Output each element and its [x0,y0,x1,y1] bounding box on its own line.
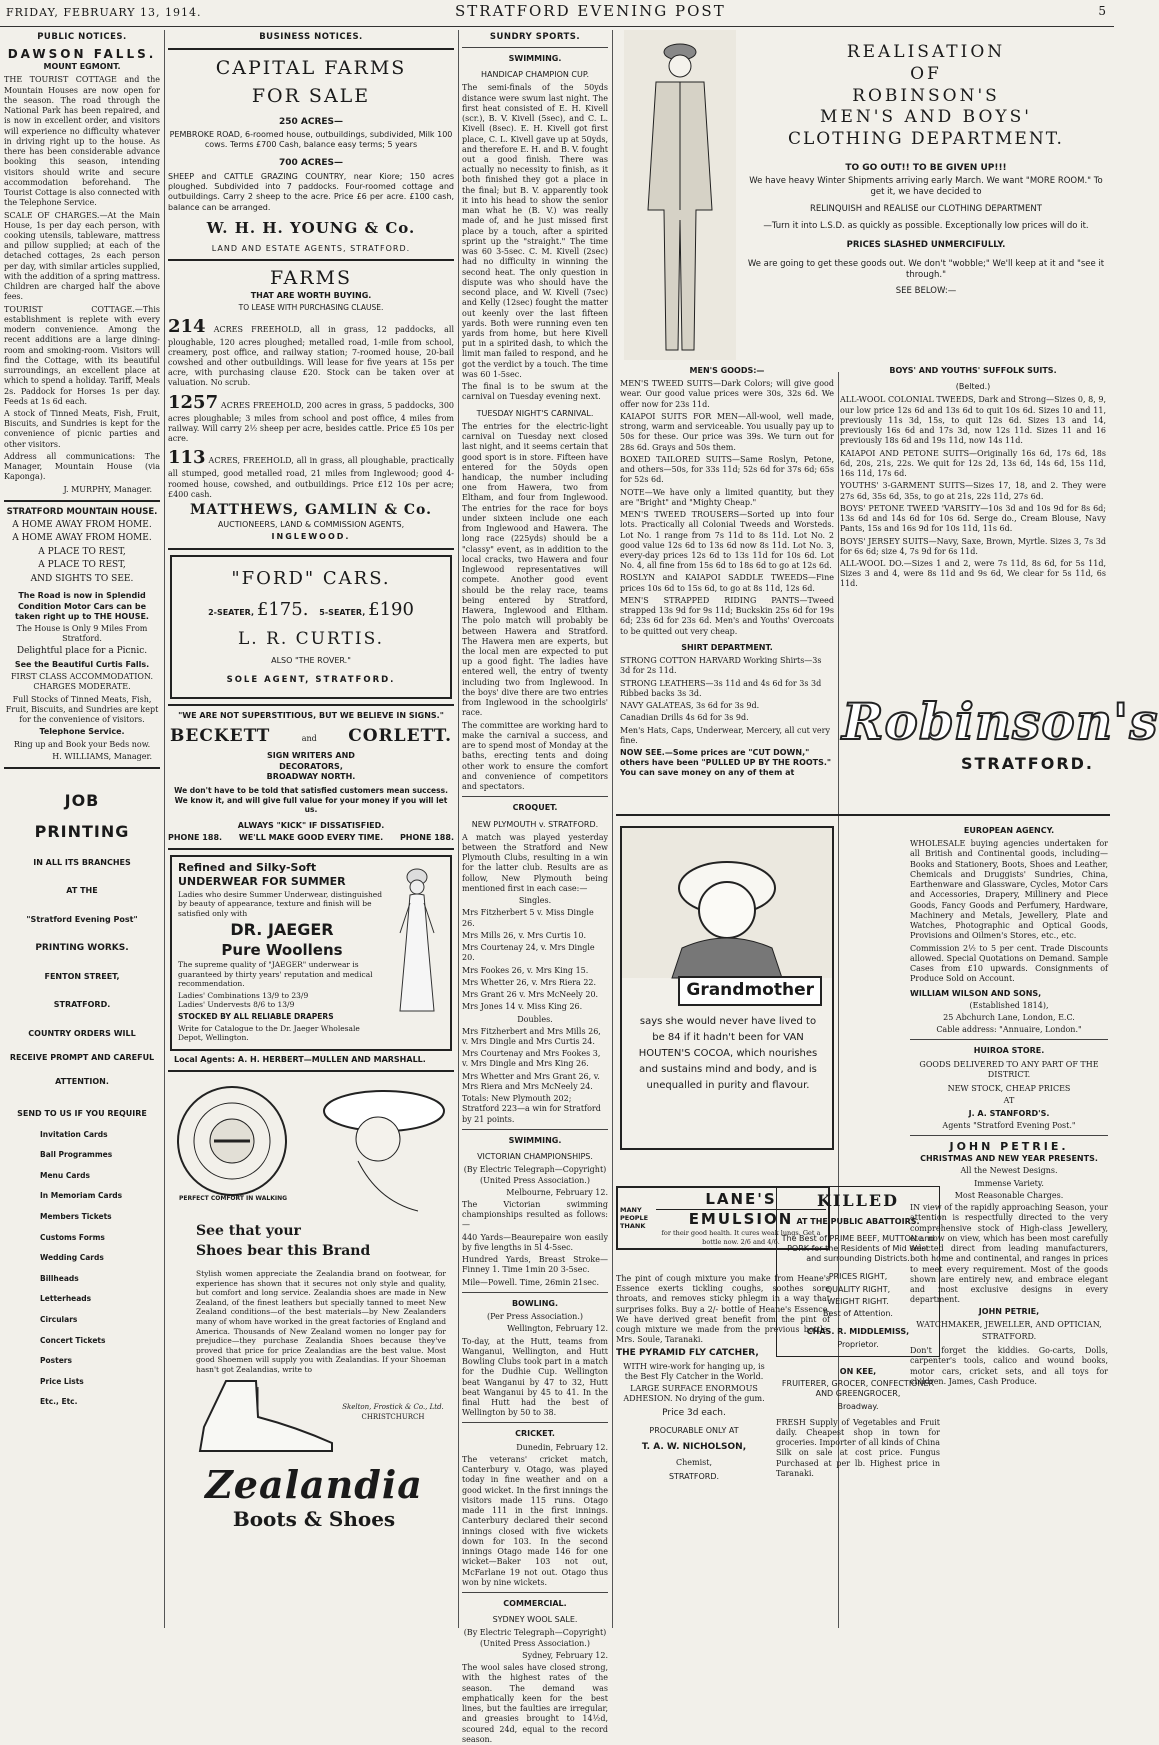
ad-line: Write for Catalogue to the Dr. Jaeger Wholesale Depot, Wellington. [178,1023,360,1043]
section-heading: BUSINESS NOTICES. [259,32,363,42]
zealandia-logo-subtitle: Boots & Shoes [232,1506,396,1531]
beckett-corlett-ad [168,711,454,843]
man-in-suit-illustration [624,30,736,360]
list-heading: SHIRT DEPARTMENT. [681,642,773,652]
firm-name: BECKETT [170,725,271,746]
dealer-name: L. R. CURTIS. [237,628,385,649]
notice-paragraph: TOURIST COTTAGE.—This establishment is replete with every modern convenience. Among the recent additions are a large dining-room and smoking-room. Visitors will find the Cottage, with its beautiful surroundings, an excellent place at which to spend a holiday. Tariff, Meals 2s. Paddock for Horses 1s per day. Feeds at 1s 6d each. [4,304,160,406]
ad-title: FARMS [269,267,353,290]
notice-line: A HOME AWAY FROM HOME. [12,533,152,544]
notice-paragraph: A stock of Tinned Meats, Fish, Fruit, Biscuits, and Sundries is kept for the convenience of picnic parties and other visitors. [4,408,160,449]
results-heading: Singles. [518,896,552,906]
ad-line: SIGN WRITERS AND [267,751,355,761]
ad-title: OF [910,63,942,84]
result-line: Mrs Grant 26 v. Mrs McNeely 20. [462,990,599,1000]
brand-name: Pure Woollens [221,940,343,959]
list-item: Price Lists [40,1376,84,1386]
list-item: Etc., Etc. [40,1397,78,1407]
list-item: MEN'S TWEED TROUSERS—Sorted up into four lots. Practically all Colonial Tweeds and Worsteds. Lot No. 1 range from 7s 11d to 8s 11d. Lot No. 2 good value 12s 6d to 13s 6d now 8s 11d. Lot No. 3, every-day prices 12s 6d to 13s 11d for 10s 6d. Lot No. 4, all fine from 15s 6d to 18s 6d to go at 12s 6d. [620,510,834,571]
divider [168,259,454,261]
ad-line: ALSO "THE ROVER." [271,656,351,666]
article-heading: COMMERCIAL. [503,1598,567,1608]
ad-title: FOR SALE [251,85,371,108]
column-business-notices [168,30,454,1628]
ad-headline: Grandmother [678,976,822,1006]
firm-name: J. A. STANFORD'S. [968,1108,1050,1118]
list-item: KAIAPOI AND PETONE SUITS—Originally 16s 6d, 17s 6d, 18s 6d, 20s, 21s, 22s. We quit for 12s 2d, 13s 6d, 14s 6d, 15s 11d, 16s 11d, 17s 6d. [840,448,1106,479]
ad-line: SOLE AGENT, STRATFORD. [226,674,396,685]
notice-line: Delightful place for a Picnic. [16,646,148,657]
list-item: NAVY GALATEAS, 3s 6d for 3s 9d. [620,701,760,711]
ad-line: We have heavy Winter Shipments arriving early March. We want "MORE ROOM." To get it, we have decided to [749,176,1103,198]
notice-signature: H. WILLIAMS, Manager. [52,751,152,761]
article-dateline: Sydney, February 12. [522,1650,608,1660]
article-paragraph: Mile—Powell. Time, 26min 21sec. [462,1277,600,1287]
ad-title: PRINTING [34,821,130,841]
article-subheading: VICTORIAN CHAMPIONSHIPS. [477,1152,593,1162]
ad-line: "WE ARE NOT SUPERSTITIOUS, BUT WE BELIEVE IN SIGNS." [178,711,444,721]
firm-name: WILLIAM WILSON AND SONS, [910,988,1042,998]
realisation-heading [744,42,1108,299]
article-paragraph: The Victorian swimming championships resulted as follows:— [462,1200,608,1230]
brand-name: DR. JAEGER [230,920,334,940]
ad-line: SEE BELOW:— [895,286,957,297]
local-agents: Local Agents: A. H. HERBERT—MULLEN AND MARSHALL. [174,1054,426,1064]
mens-goods-list [620,360,834,781]
ad-line: STRATFORD. [668,1471,720,1481]
ad-paragraph: The Best of PRIME BEEF, MUTTON and PORK for the Residents of Mid West and surrounding Districts. [781,1233,935,1264]
firm-name: W. H. H. YOUNG & Co. [206,218,416,237]
list-item: BOYS' JERSEY SUITS—Navy, Saxe, Brown, Myrtle. Sizes 3, 7s 3d for 6s 6d; size 4, 7s 9d for 6s 11d. [840,536,1106,556]
list-item: Menu Cards [40,1170,90,1180]
lady-portrait-illustration [318,1081,450,1213]
seal-text: PERFECT COMFORT IN WALKING [178,1194,288,1202]
firm-name: MATTHEWS, GAMLIN & Co. [190,502,432,519]
price: £190 [368,598,414,620]
article-paragraph: The final is to be swum at the carnival on Tuesday evening next. [462,382,608,402]
robinsons-realisation-ad [616,30,1110,360]
ad-paragraph: Ladies who desire Summer Underwear, distinguished by beauty of appearance, texture and finish will be satisfied only with [178,889,383,918]
list-heading: BOYS' AND YOUTHS' SUFFOLK SUITS. [889,366,1057,375]
article-heading: SWIMMING. [508,53,562,63]
ad-line: AT [1003,1096,1015,1106]
list-item: Men's Hats, Caps, Underwear, Mercery, all cut very fine. [620,725,830,745]
notice-line: Telephone Service. [39,727,125,737]
article-dateline: Dunedin, February 12. [516,1442,608,1452]
robinsons-price-lists [616,360,1159,820]
lady-figure-illustration [390,863,444,1013]
article-paragraph: The veterans' cricket match, Canterbury v. Otago, was played today in fine weather and on a good wicket. In the first innings the visitors made 115 runs. Otago made 111 in the first innings. Canterbury declared their second innings closed with five wickets down for 103. In the second innings Otago made 146 for one wicket—Baker 103 not out, McFarlane 19 not out. Otago thus won by nine wickets. [462,1454,608,1587]
result-line: Mrs Fookes 26, v. Mrs King 15. [462,965,589,975]
column-rule [612,30,613,1628]
ad-line: We are going to get these goods out. We don't "wobble;" We'll keep at it and "see it through." [747,258,1105,280]
ad-subhead: 700 ACRES— [278,158,344,169]
ad-paragraph: The pint of cough mixture you make from Heane's Essence exerts tickling coughs, soothes sore throats, and removes sticky phlegm in a way that surprises folks. Buy a 2/- bottle of Heane's Essence. We have derived great benefit from the pint of cough mixture we made from the previous bottle. Mrs. Soule, Taranaki. [616,1274,830,1345]
list-item: Customs Forms [40,1232,105,1242]
ad-line: GOODS DELIVERED TO ANY PART OF THE DISTRICT. [919,1059,1099,1079]
firm-address: INGLEWOOD. [271,532,351,542]
ad-line: Chemist, [675,1457,712,1467]
list-item: Circulars [40,1315,78,1324]
ad-headline: See that your [196,1222,301,1239]
article-subheading: NEW PLYMOUTH v. STRATFORD. [471,819,599,829]
ad-subhead: TO LEASE WITH PURCHASING CLAUSE. [238,302,384,312]
ad-line: WATCHMAKER, JEWELLER, AND OPTICIAN, [916,1319,1102,1329]
store-location: STRATFORD. [960,754,1094,773]
notice-paragraph: Address all communications: The Manager, Mountain House (via Kaponga). [4,451,160,482]
notice-title: STRATFORD MOUNTAIN HOUSE. [6,506,158,517]
ad-line: STRATFORD. [981,1331,1037,1341]
column-rule [164,30,165,1628]
mountain-house-notice [4,507,160,762]
article-heading: CROQUET. [512,803,558,813]
divider [168,1070,454,1072]
result-line: Mrs Courtenay 24, v. Mrs Dingle 20. [462,943,595,963]
ad-line: ALWAYS "KICK" IF DISSATISFIED. [237,820,385,830]
proprietor-name: JOHN PETRIE, [978,1307,1040,1317]
notice-line: A PLACE TO REST, [38,546,126,557]
robinsons-logo-block [842,690,1159,774]
robinsons-logo: Robinson's [842,692,1159,751]
list-heading: MEN'S GOODS:— [689,366,765,375]
ad-line: BROADWAY NORTH. [266,771,356,781]
firm-address: LAND AND ESTATE AGENTS, STRATFORD. [211,244,411,254]
list-item: Invitation Cards [40,1129,108,1139]
list-item: NOTE—We have only a limited quantity, but they are "Bright" and "Mighty Cheap." [620,487,834,507]
ad-paragraph: Stylish women appreciate the Zealandia brand on footwear, for experience has shown that it secures not only style and quality, but comfort and long service. Zealandia shoes are made in New Zealand, of the finest leathers but specially tanned to meet New Zealand conditions—of the best materials—by New Zealanders many of whom have worked in the great factories of England and America. Thousands of New Zealand women no longer pay for prejudice—they purchase Zealandia Shoes because they've proved that price for price Zealandias are the best value. Most good Shoemen will supply you with Zealandias. If your Shoeman hasn't got Zealandias, write to [196,1268,446,1374]
list-item: Billheads [40,1273,79,1283]
article-dateline: Melbourne, February 12. [506,1187,608,1197]
zealandia-shoes-ad [168,1077,454,1547]
ad-line: —Turn it into L.S.D. as quickly as possible. Exceptionally low prices will do it. [763,220,1089,231]
article-paragraph: Hundred Yards, Breast Stroke—Finney 1. Time 1min 20 3-5sec. [462,1255,608,1275]
ad-line: MANY PEOPLE THANK [620,1205,649,1231]
divider [910,1135,1108,1136]
ad-line: STOCKED BY ALL RELIABLE DRAPERS [178,1011,334,1021]
notice-line: The Road is now in Splendid Condition Motor Cars can be taken right up to THE HOUSE. [15,591,149,621]
page-header [0,0,1114,27]
ad-line: CHRISTMAS AND NEW YEAR PRESENTS. [920,1154,1098,1164]
ad-line: "Stratford Evening Post" [26,914,138,924]
ad-line: FRUITERER, GROCER, CONFECTIONER AND GREENGROCER, [781,1379,935,1399]
ad-line: TO GO OUT!! TO BE GIVEN UP!!! [845,162,1007,173]
ad-title: THE PYRAMID FLY CATCHER, [616,1348,759,1358]
ad-line: Agents "Stratford Evening Post." [942,1120,1076,1130]
list-item: KAIAPOI SUITS FOR MEN—All-wool, well made, strong, warm and serviceable. You usually pay up to 50s for these. Our price was 39s. We turn out for 28s 6d. Grays and 50s them. [620,411,834,452]
notice-signature: J. MURPHY, Manager. [63,484,152,494]
ad-line: DECORATORS, [279,761,343,771]
ad-line: for their good health. It cures weak lungs. Get a bottle now. 2/6 and 4/6. [661,1229,821,1246]
notice-line: AND SIGHTS TO SEE. [30,573,134,584]
divider [910,1039,1108,1040]
list-item: BOYS' PETONE TWEED 'VARSITY—10s 3d and 10s 9d for 8s 6d; 13s 6d and 14s 6d for 10s 6d. Serge do., Cream Blouse, Navy Pants, 15s and 16s 9d for 10s 11d, 11s 6d. [840,503,1106,534]
ad-title: HUIROA STORE. [973,1046,1045,1056]
column-advertisements [616,30,1159,1628]
price: £175. [256,598,309,620]
notice-line: The House is Only 9 Miles From Stratford. [16,624,148,644]
list-item: Canadian Drills 4s 6d for 3s 9d. [620,713,749,723]
ad-paragraph: FRESH Supply of Vegetables and Fruit daily. Cheapest shop in town for groceries. Importer of all kinds of China Silk on sale at cost price. Fungus Purchased at per lb. Highest price in Taranaki. [776,1417,940,1478]
list-item: MEN'S STRAPPED RIDING PANTS—Tweed strapped 13s 9d for 9s 11d; Buckskin 25s 6d for 19s 6d; 23s 6d for 23s 6d. Men's and Youths' Overcoats to be quitted out very cheap. [620,595,834,636]
ad-title: KILLED [817,1191,899,1210]
divider [462,1292,608,1293]
article-heading: CRICKET. [515,1429,555,1439]
ad-paragraph: WHOLESALE buying agencies undertaken for all British and Continental goods, including— Books and Stationery, Boots, Shoes and Leather, Chemicals and Druggists' Sundries, China, Earthenware and Glassware, Cycles, Motor Cars and Accessories, Drapery, Millinery and Piece Goods, Fancy Goods and Perfumery, Hardware, Machinery and Metals, Jewellery, Plate and Watches, Photographic and Optical Goods, Provisions and Oilmen's Stores, etc., etc. [910,839,1109,941]
ad-title: Refined and Silky-Soft [178,861,317,875]
article-paragraph: The entries for the electric-light carnival on Tuesday next closed last night, and it seems certain that good sport is in store. Fifteen have entered for the 50yds open handicap, the number including one from Hawera, two from Eltham, and four from Inglewood. The entries for the race for boys under sixteen include one each from Inglewood and Hawera. The long race (225yds) should be a "classy" event, as in addition to the local cracks, two Hawera and four Inglewood representatives will compete. Another good event should be the relay race, teams being entered by Stratford, Hawera, Inglewood and Eltham. The polo match will probably be between Hawera and Stratford. The Hawera men are experts, but the local men are expected to put up a good fight. The ladies have entered well, the entry of twenty including two from Inglewood. In the boys' dive there are two entries from Inglewood in the schoolgirls' race. [462,421,608,718]
ad-line: PRINTING WORKS. [35,942,129,953]
boot-illustration [186,1377,336,1457]
price-line: Ladies' Undervests 8/6 to 13/9 [178,1000,295,1010]
van-houten-cocoa-ad [620,826,834,1150]
article-subheading: HANDICAP CHAMPION CUP. [481,70,589,80]
ad-line: We don't have to be told that satisfied customers mean success. We know it, and will give full value for your money if you will let us. [174,786,448,815]
ad-line: Immense Variety. [974,1178,1044,1188]
article-paragraph: 440 Yards—Beaurepaire won easily by five lengths in 5l 4-5sec. [462,1232,608,1252]
ad-paragraph: The supreme quality of "JAEGER" underwear is guaranteed by thirty years' reputation and medical recommendation. [178,960,373,989]
brand-name: LANE'S [705,1190,777,1208]
ad-title: JOB [64,791,100,811]
ad-line: STRATFORD. [53,1000,111,1010]
notice-title: DAWSON FALLS. [7,46,157,61]
ad-line: Broadway. [837,1401,879,1411]
divider [462,1592,608,1593]
ad-line: IN ALL ITS BRANCHES [33,858,131,868]
result-line: Mrs Fitzherbert and Mrs Mills 26, v. Mrs Dingle and Mrs Curtis 24. [462,1026,601,1046]
ad-line: Most Reasonable Charges. [954,1190,1064,1200]
divider [616,814,1110,816]
article-paragraph: A match was played yesterday between the Stratford and New Plymouth Clubs, resulting in a win for the latter club. Results are as follow, New Plymouth being mentioned first in each case:— [462,832,608,893]
zealandia-logo: Zealandia [205,1461,423,1507]
result-line: Mrs Mills 26, v. Mrs Curtis 10. [462,930,587,940]
proprietor-name: CHAS. R. MIDDLEMISS, [806,1327,910,1337]
ad-title: REALISATION [846,42,1006,62]
jaeger-underwear-ad [170,855,452,1050]
divider [168,548,454,550]
ad-line: Proprietor. [837,1339,879,1349]
ad-paragraph: IN view of the rapidly approaching Season, your attention is respectfully directed to the very comprehensive stock of High-class Jewellery, etc. now on view, which has been most carefully selected direct from leading manufacturers, both home and continental, and ranges in prices to meet every requirement. Most of the goods shown are entirely new, and embrace elegant and most exclusive designs in every department. [910,1203,1108,1305]
notice-subtitle: MOUNT EGMONT. [43,62,121,72]
farms-ad [168,266,454,542]
comfort-seal-logo [174,1083,290,1199]
list-item: STRONG LEATHERS—3s 11d and 4s 6d for 3s 3d Ribbed backs 3s 3d. [620,678,822,698]
list-item: Letterheads [40,1294,92,1304]
divider [168,848,454,850]
ad-paragraph: Commission 2½ to 5 per cent. Trade Discounts allowed. Special Quotations on Demand. Sample Cases from £10 upwards. Consignments of Produce Sold on Account. [910,943,1108,984]
divider [168,704,454,706]
notice-line: A PLACE TO REST, [38,560,126,571]
seater-label: 5-SEATER, [319,607,366,617]
issue-date: FRIDAY, FEBRUARY 13, 1914. [6,6,202,19]
ad-paragraph: ACRES FREEHOLD, all in grass, 12 paddocks, all ploughable, 120 acres ploughed; metalled road, 1-mile from school, creamery, post office, and railway station; 7-roomed house, 20-bail cowshed and other outbuildings. Will lease for five years at 15s per acre, with purchasing clause £20. Stock can be taken over at valuation. No scrub. [168,324,454,388]
notice-paragraph: SCALE OF CHARGES.—At the Main House, 1s per day each person, with cooking utensils, tableware, mattress and pillow supplied; at each of the detached cottages, 2s each person per day, with similar articles supplied, with the addition of a spring mattress. Children are charged half the above fees. [4,210,160,302]
list-item: NOW SEE.—Some prices are "CUT DOWN," others have been "PULLED UP BY THE ROOTS." You can save money on any of them at [620,747,832,778]
ad-line: RELINQUISH and REALISE our CLOTHING DEPARTMENT [810,204,1042,215]
result-line: Mrs Jones 14 v. Miss King 26. [462,1002,583,1012]
divider [4,767,160,769]
maker-name: Skelton, Frostick & Co., Ltd. [342,1402,444,1411]
article-byline: (By Electric Telegraph—Copyright) (United Press Association.) [463,1628,607,1648]
result-line: Mrs Courtenay and Mrs Fookes 3, v. Mrs Dingle and Mrs King 26. [462,1049,601,1069]
ad-title: CLOTHING DEPARTMENT. [788,129,1064,149]
price-line [178,598,444,621]
ad-line: AT THE PUBLIC ABATTOIRS. [796,1217,920,1227]
ad-line: FENTON STREET, [44,972,120,982]
ad-subhead: 250 ACRES— [278,116,344,127]
printing-items-list [4,1130,160,1407]
ad-line: SEND TO US IF YOU REQUIRE [17,1109,147,1119]
acreage: 113 [168,447,206,469]
notice-line: Full Stocks of Tinned Meats, Fish, Fruit, Biscuits, and Sundries are kept for the convenience of visitors. [5,694,159,725]
ad-line: LARGE SURFACE ENORMOUS ADHESION. No drying of the gum. [623,1383,765,1404]
ad-line: PRICES RIGHT, [828,1272,888,1282]
grandmother-portrait [622,828,832,978]
notice-paragraph: THE TOURIST COTTAGE and the Mountain Houses are now open for the season. The road through the National Park has been repaired, and is now in excellent order, and visitors will experience no difficulty whatever in driving right up to the house. As there has been considerable advance booking this season, intending visitors should write and secure accommodation beforehand. The Tourist Cottage is also connected with the Telephone Service. [4,75,160,208]
ad-title: MEN'S AND BOYS' [820,107,1032,128]
ad-line: RECEIVE PROMPT AND CAREFUL [9,1052,155,1062]
article-paragraph: The wool sales have closed strong, with the highest rates of the season. The demand was emphatically keen for the best lines, but the faulties are irregular, and greasies brought to 14½d, scoured 24d, equal to the record season. [462,1663,608,1744]
article-paragraph: To-day, at the Hutt, teams from Wanganui, Wellington, and Hutt Bowling Clubs took part in a match for the Dudhie Cup. Wellington beat Wanganui by 47 to 32, Hutt beat Wanganui by 45 to 41. In the final Hutt had the best of Wellington by 50 to 38. [462,1336,608,1418]
article-subheading: SYDNEY WOOL SALE. [492,1615,578,1625]
article-paragraph: The committee are working hard to make the carnival a success, and are to spend most of Monday at the baths, erecting tents and doing other work to ensure the comfort and convenience of competitors and spectators. [462,720,608,792]
divider [4,500,160,502]
ad-line: Best of Attention. [823,1309,893,1319]
ad-paragraph: ACRES, FREEHOLD, all in grass, all ploughable, practically all stumped, good metalled road, 21 miles from Inglewood; good 4-roomed house, cowshed, and outbuildings. Price £12 10s per acre; £400 cash. [168,456,455,499]
list-item: Concert Tickets [40,1335,106,1345]
ad-line: 25 Abchurch Lane, London, E.C. [943,1012,1075,1022]
ampersand: and [301,733,317,743]
notice-line: Ring up and Book your Beds now. [13,739,151,749]
ad-line: WITH wire-work for hanging up, is the Best Fly Catcher in the World. [623,1361,765,1381]
article-dateline: Wellington, February 12. [507,1324,608,1334]
ford-cars-ad [170,555,452,700]
ad-line: Cable address: "Annuaire, London." [936,1025,1082,1035]
ad-paragraph: says she would never have lived to be 84 if it hadn't been for VAN HOUTEN'S COCOA, which nourishes and sustains mind and body, and is unequalled in purity and flavour. [638,1016,818,1091]
column-rule [458,30,459,1628]
ad-title: EUROPEAN AGENCY. [963,826,1055,835]
ad-title: ROBINSON'S [852,85,1000,106]
ad-paragraph: PEMBROKE ROAD, 6-roomed house, outbuildings, subdivided, Milk 100 cows. Terms £700 Cash, balance easy terms; 5 years [169,130,453,150]
price-line: Ladies' Combinations 13/9 to 23/9 [178,990,309,1000]
acreage: 1257 [168,391,219,413]
article-byline: (Per Press Association.) [487,1312,583,1322]
ad-line: (Established 1814), [969,1000,1049,1010]
notice-line: A HOME AWAY FROM HOME. [12,519,152,530]
acreage: 214 [168,315,206,337]
european-agency-ad [910,820,1108,1389]
dawson-falls-notice [4,47,160,495]
phone-number: PHONE 188. [399,833,454,843]
result-line: Mrs Whetter 26, v. Mrs Riera 22. [462,977,597,987]
brand-name: EMULSION [656,1209,826,1229]
column-public-notices [4,30,160,1628]
list-item: BOXED TAILORED SUITS—Same Roslyn, Petone, and others—50s, for 33s 11d; 52s 6d for 37s 6d; 65s for 52s 6d. [620,454,834,485]
ad-title: CAPITAL FARMS [215,56,407,79]
ad-line: All the Newest Designs. [960,1166,1058,1176]
list-item: Posters [40,1356,72,1366]
job-printing-ad [4,791,160,1407]
list-item: STRONG COTTON HARVARD Working Shirts—3s 3d for 2s 11d. [620,656,822,676]
list-item: ALL-WOOL DO.—Sizes 1 and 2, were 7s 11d, 8s 6d, for 5s 11d, Sizes 3 and 4, were 8s 11d and 9s 6d, We clear for 5s 11d, 6s 11d. [840,558,1106,589]
article-heading: SWIMMING. [508,1135,562,1145]
list-item: MEN'S TWEED SUITS—Dark Colors; will give good wear. Our good value prices were 30s, 32s 6d. We offer now for 23s 11d. [620,379,834,409]
notice-line: See the Beautiful Curtis Falls. [14,659,150,669]
seater-label: 2-SEATER, [208,607,255,617]
ad-headline: Shoes bear this Brand [196,1242,371,1259]
firm-address: AUCTIONEERS, LAND & COMMISSION AGENTS, [217,520,405,530]
ad-title: "FORD" CARS. [231,567,391,589]
phone-number: PHONE 188. [168,833,223,843]
boys-suits-list [840,360,1106,592]
result-line: Totals: New Plymouth 202; Stratford 223—a win for Stratford by 21 points. [462,1094,601,1124]
pyramid-fly-catcher-ad [616,1348,772,1484]
page-number: 5 [1098,4,1106,18]
article-heading: TUESDAY NIGHT'S CARNIVAL. [476,408,594,418]
article-heading: BOWLING. [511,1298,559,1308]
section-heading: PUBLIC NOTICES. [37,32,127,42]
firm-name: ON KEE, [839,1366,877,1376]
ad-subhead: THAT ARE WORTH BUYING. [250,290,372,300]
list-item: Members Tickets [40,1212,112,1222]
section-heading: SUNDRY SPORTS. [489,32,581,42]
ad-line: PROCURABLE ONLY AT [649,1425,739,1435]
list-item: Ball Programmes [40,1150,113,1160]
list-item: ROSLYN and KAIAPOI SADDLE TWEEDS—Fine prices 10s 6d to 15s 6d, to go at 8s 11d, 12s 6d. [620,573,834,593]
divider [462,47,608,48]
result-line: Mrs Fitzherbert 5 v. Miss Dingle 26. [462,908,594,928]
ad-line: QUALITY RIGHT, [825,1284,891,1294]
masthead: STRATFORD EVENING POST [455,2,726,20]
list-item: Wedding Cards [40,1253,104,1263]
ad-line: WE'LL MAKE GOOD EVERY TIME. [238,833,384,843]
capital-farms-ad [168,56,454,254]
maker-city: CHRISTCHURCH [361,1412,425,1421]
price: Price 3d each. [662,1408,726,1419]
divider [462,1129,608,1130]
divider [462,796,608,797]
results-heading: Doubles. [517,1014,553,1024]
divider [168,48,454,50]
column-sundry-sports [462,30,608,1744]
article-byline: (By Electric Telegraph—Copyright) (United Press Association.) [463,1165,607,1185]
list-subheading: (Belted.) [955,382,991,392]
ad-title: UNDERWEAR FOR SUMMER [178,875,346,889]
result-line: Mrs Whetter and Mrs Grant 26, v. Mrs Riera and Mrs McNeely 24. [462,1071,600,1091]
ad-paragraph: Don't forget the kiddies. Go-carts, Dolls, carpenter's tools, calico and wound books, motor cars, cricket sets, and all toys for children. James, Cash Produce. [910,1346,1108,1386]
list-item: In Memoriam Cards [40,1191,123,1201]
ad-line: ATTENTION. [55,1077,109,1087]
divider [462,1422,608,1423]
ad-line: NEW STOCK, CHEAP PRICES [947,1084,1071,1094]
notice-line: FIRST CLASS ACCOMMODATION. CHARGES MODERATE. [10,672,154,692]
list-item: YOUTHS' 3-GARMENT SUITS—Sizes 17, 18, and 2. They were 27s 6d, 35s 6d, 35s, to go at 21s, 22s 11d, 27s 6d. [840,481,1106,501]
list-item: ALL-WOOL COLONIAL TWEEDS, Dark and Strong—Sizes 0, 8, 9, our low price 12s 6d and 13s 6d to quit 10s 6d. Sizes 10 and 11, previously 11s 3d, 15s, to quit 12s 6d. Sizes 13 and 14, previously 16s 6d and 17s 3d, now 12s 11d. Sizes 11 and 16 previously 18s 6d and 19s 11d, now 14s 11d. [840,395,1106,446]
ad-line: AT THE [66,886,98,896]
ad-paragraph: SHEEP and CATTLE GRAZING COUNTRY, near Kiore; 150 acres ploughed. Subdivided into 7 paddocks. Four-roomed cottage and outbuildings. Carry 2 sheep to the acre. Price £6 per acre. £100 cash, balance can be arranged. [168,172,454,212]
ad-line: COUNTRY ORDERS WILL [28,1028,136,1038]
firm-name: CORLETT. [348,725,452,746]
firm-name: JOHN PETRIE. [949,1140,1069,1154]
article-paragraph: The semi-finals of the 50yds distance were swum last night. The first heat consisted of E. H. Kivell (scr.), B. V. Kivell (5sec), and C. L. Kivell (8sec). E. H. Kivell got first place, C. L. Kivell gave up at 50yds, and therefore E. H. and B. V. fought out a good finish. There was actually no necessity to finish, as it both finished they got a place in the final; but B. V. apparently took it into his head to show the senior man what he (B. V.) was really made of, and he just missed first place by a touch, after a spirited sprint up the "straight." The time was 60 3-5sec. C. M. Kivell (2sec) had no difficulty in winning the second heat. The only question in dispute was who should have the second place, and W. Kivell (7sec) and Kelly (12sec) fought the matter out keenly over the last fifteen yards. Both were running even ten yards from home, but here Kivell put in a spirited dash, to which the limit man failed to respond, and he got the verdict by a touch. The time was 60 1-5sec. [462,83,608,379]
ad-paragraph: ACRES FREEHOLD, 200 acres in grass, 5 paddocks, 300 acres ploughable; 3 miles from school and post office, 4 miles from railway. Will carry 2½ sheep per acre, besides cattle. Price £5 10s per acre. [168,400,454,444]
ad-line: PRICES SLASHED UNMERCIFULLY. [846,239,1006,250]
ad-line: WEIGHT RIGHT. [827,1296,889,1306]
dealer-name: T. A. W. NICHOLSON, [641,1442,747,1453]
